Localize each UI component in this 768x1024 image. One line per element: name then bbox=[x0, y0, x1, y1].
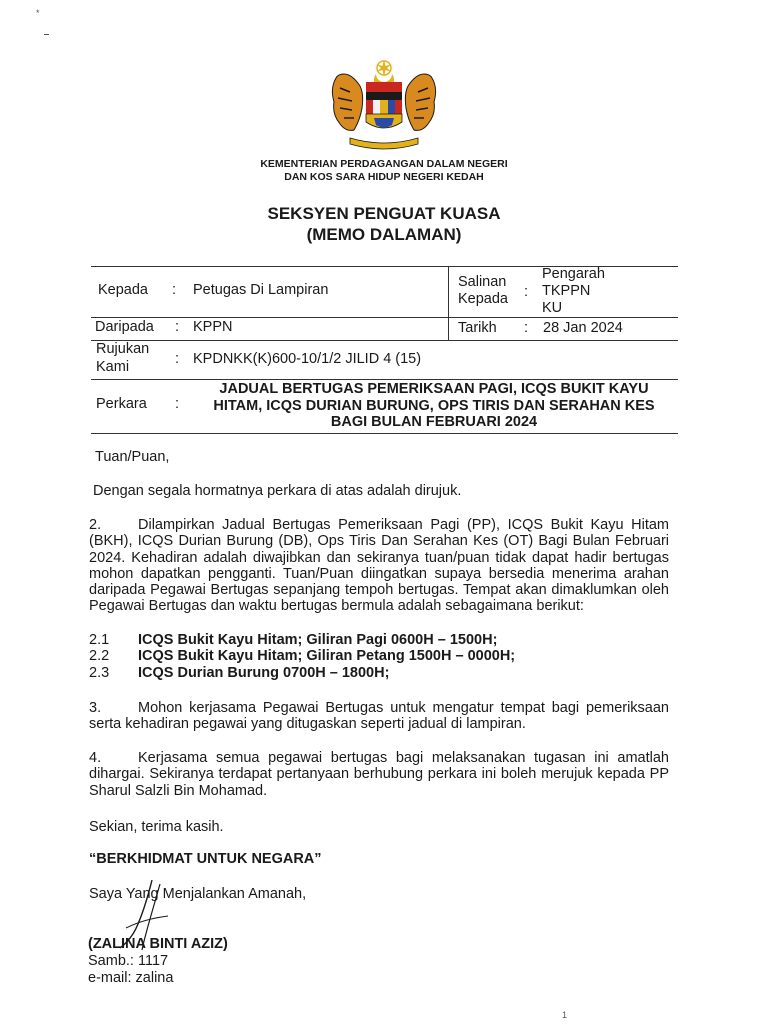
coat-of-arms-logo bbox=[326, 58, 442, 154]
list-item bbox=[89, 648, 515, 664]
list-item-text: ICQS Bukit Kayu Hitam; Giliran Petang 1500H – 0000H; bbox=[138, 648, 516, 665]
closing: Sekian, terima kasih. bbox=[89, 819, 224, 835]
list-item-number: 2.1 bbox=[89, 632, 110, 648]
daripada-label: Daripada bbox=[95, 319, 154, 335]
list-item-text: ICQS Bukit Kayu Hitam; Giliran Pagi 0600H – 1500H; bbox=[138, 632, 498, 648]
paragraph-3-number: 3. bbox=[89, 700, 102, 716]
table-rule bbox=[91, 433, 678, 434]
table-rule bbox=[91, 340, 678, 341]
page-mark: 1 bbox=[562, 1010, 568, 1020]
rujukan-colon: : bbox=[175, 351, 180, 367]
paragraph-4-number: 4. bbox=[89, 750, 102, 766]
rujukan-value: KPDNKK(K)600-10/1/2 JILID 4 (15) bbox=[193, 351, 422, 367]
salinan-value-2: TKPPN bbox=[542, 283, 591, 299]
tarikh-colon: : bbox=[524, 320, 529, 336]
paragraph-4 bbox=[89, 750, 669, 799]
ministry-name bbox=[200, 158, 568, 184]
kepada-colon: : bbox=[172, 282, 177, 298]
scan-mark: * bbox=[36, 8, 40, 18]
daripada-value: KPPN bbox=[193, 319, 233, 335]
page-title bbox=[200, 203, 568, 245]
paragraph-3-text: Mohon kerjasama Pegawai Bertugas untuk mengatur tempat bagi pemeriksaan serta kehadiran pegawai yang ditugaskan seperti jadual di lampiran. bbox=[89, 700, 669, 733]
daripada-colon: : bbox=[175, 319, 180, 335]
paragraph-1: Dengan segala hormatnya perkara di atas adalah dirujuk. bbox=[93, 483, 462, 499]
salutation: Tuan/Puan, bbox=[95, 449, 170, 465]
memo-type: (MEMO DALAMAN) bbox=[306, 225, 462, 244]
kepada-label: Kepada bbox=[98, 282, 148, 298]
rujukan-label-1: Rujukan bbox=[96, 341, 150, 357]
ministry-line-2: DAN KOS SARA HIDUP NEGERI KEDAH bbox=[284, 171, 484, 183]
table-rule bbox=[91, 379, 678, 380]
list-item-text: ICQS Durian Burung 0700H – 1800H; bbox=[138, 664, 390, 681]
salinan-value-3: KU bbox=[542, 300, 563, 316]
shift-list bbox=[89, 632, 515, 681]
salinan-label-1: Salinan bbox=[458, 274, 507, 290]
table-rule bbox=[91, 317, 678, 318]
list-item bbox=[89, 632, 515, 648]
paragraph-2-number: 2. bbox=[89, 517, 102, 533]
paragraph-2-text: Dilampirkan Jadual Bertugas Pemeriksaan Pagi (PP), ICQS Bukit Kayu Hitam (BKH), ICQS Durian Burung (DB), Ops Tiris Dan Serahan Kes (OT) Bagi Bulan Februari 2024. Kehadiran adalah diwajibkan dan sekiranya tuan/puan tidak dapat hadir bertugas mohon dapatkan pengganti. Tuan/Puan diingatkan supaya bersedia menerima arahan daripada Pegawai Bertugas sepanjang tempoh bertugas. Tempat akan dimaklumkan oleh Pegawai Bertugas dan waktu bertugas bermula adalah sebagaimana berikut: bbox=[89, 517, 669, 615]
trust-line: Saya Yang Menjalankan Amanah, bbox=[89, 886, 307, 902]
scan-dash bbox=[44, 34, 49, 35]
rujukan-label-2: Kami bbox=[96, 359, 130, 375]
ministry-line-1: KEMENTERIAN PERDAGANGAN DALAM NEGERI bbox=[260, 158, 508, 170]
table-divider bbox=[448, 267, 449, 340]
perkara-line-2: HITAM, ICQS DURIAN BURUNG, OPS TIRIS DAN SERAHAN KES bbox=[213, 397, 655, 414]
signatory-email: e-mail: zalina bbox=[88, 970, 174, 986]
salinan-label-2: Kepada bbox=[458, 291, 508, 307]
section-title: SEKSYEN PENGUAT KUASA bbox=[267, 204, 501, 223]
tarikh-label: Tarikh bbox=[458, 320, 497, 336]
paragraph-4-text: Kerjasama semua pegawai bertugas bagi melaksanakan tugasan ini amatlah dihargai. Sekiranya terdapat pertanyaan berhubung perkara ini boleh merujuk kepada PP Sharul Salzli Bin Mohamad. bbox=[89, 750, 669, 799]
paragraph-3 bbox=[89, 700, 669, 733]
motto: “BERKHIDMAT UNTUK NEGARA” bbox=[89, 851, 322, 867]
salinan-colon: : bbox=[524, 284, 529, 300]
kepada-value: Petugas Di Lampiran bbox=[193, 282, 329, 298]
perkara-label: Perkara bbox=[96, 396, 147, 412]
perkara-line-1: JADUAL BERTUGAS PEMERIKSAAN PAGI, ICQS BUKIT KAYU bbox=[219, 381, 649, 397]
list-item-number: 2.3 bbox=[89, 664, 110, 681]
perkara-colon: : bbox=[175, 396, 180, 412]
list-item bbox=[89, 665, 515, 681]
salinan-value-1: Pengarah bbox=[542, 266, 605, 282]
paragraph-2 bbox=[89, 517, 669, 615]
signatory-phone: Samb.: 1117 bbox=[88, 953, 169, 969]
perkara-line-3: BAGI BULAN FEBRUARI 2024 bbox=[330, 414, 538, 430]
tarikh-value: 28 Jan 2024 bbox=[543, 320, 623, 336]
list-item-number: 2.2 bbox=[89, 648, 110, 665]
perkara-subject bbox=[190, 381, 678, 431]
signatory-name: (ZALINA BINTI AZIZ) bbox=[88, 936, 228, 952]
